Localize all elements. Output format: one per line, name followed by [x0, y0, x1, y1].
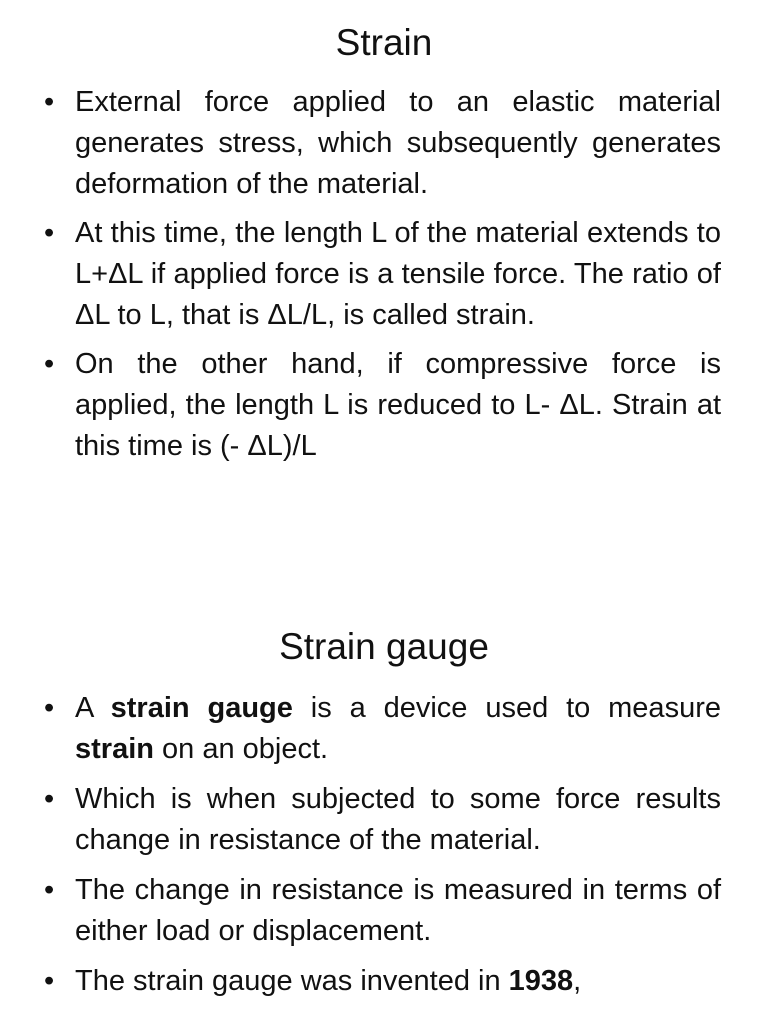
bullet-text-part: ,: [573, 965, 582, 997]
bullet-item: [0, 82, 768, 205]
bullet-list: [0, 688, 768, 1002]
bullet-icon: •: [44, 965, 55, 997]
bullet-item: [0, 779, 768, 861]
bold-term: 1938: [508, 965, 574, 997]
bold-term: strain: [75, 733, 154, 765]
slide-strain: [0, 0, 768, 475]
bullet-text-part: on an object.: [153, 733, 329, 765]
slide-title: Strain: [335, 22, 433, 63]
bullet-item: [0, 344, 768, 467]
bullet-item: [0, 213, 768, 336]
bullet-icon: •: [44, 783, 55, 815]
bullet-text: On the other hand, if compressive force is applied, the length L is reduced to L- ΔL. Strain at this time is (- ΔL)/L: [75, 348, 721, 462]
bullet-text: The change in resistance is measured in terms of either load or displacement.: [75, 874, 721, 947]
bullet-text: Which is when subjected to some force results change in resistance of the material.: [75, 783, 721, 856]
bullet-text-part: is a device used to measure: [292, 692, 721, 724]
bold-term: strain gauge: [110, 692, 293, 724]
bullet-text-part: A: [75, 692, 111, 724]
slide-strain-gauge: [0, 620, 768, 1011]
bullet-icon: •: [44, 348, 55, 380]
bullet-text: At this time, the length L of the material extends to L+ΔL if applied force is a tensile force. The ratio of ΔL to L, that is ΔL/L, is called strain.: [75, 217, 721, 331]
bullet-icon: •: [44, 86, 55, 118]
slide-title: Strain gauge: [279, 626, 489, 667]
bullet-icon: •: [44, 217, 55, 249]
bullet-item: [0, 961, 768, 1002]
bullet-icon: •: [44, 874, 55, 906]
bullet-item: [0, 688, 768, 770]
bullet-icon: •: [44, 692, 55, 724]
bullet-item: [0, 870, 768, 952]
bullet-list: [0, 82, 768, 467]
bullet-text: External force applied to an elastic material generates stress, which subsequently generates deformation of the material.: [75, 86, 721, 200]
bullet-text-part: The strain gauge was invented in: [75, 965, 509, 997]
